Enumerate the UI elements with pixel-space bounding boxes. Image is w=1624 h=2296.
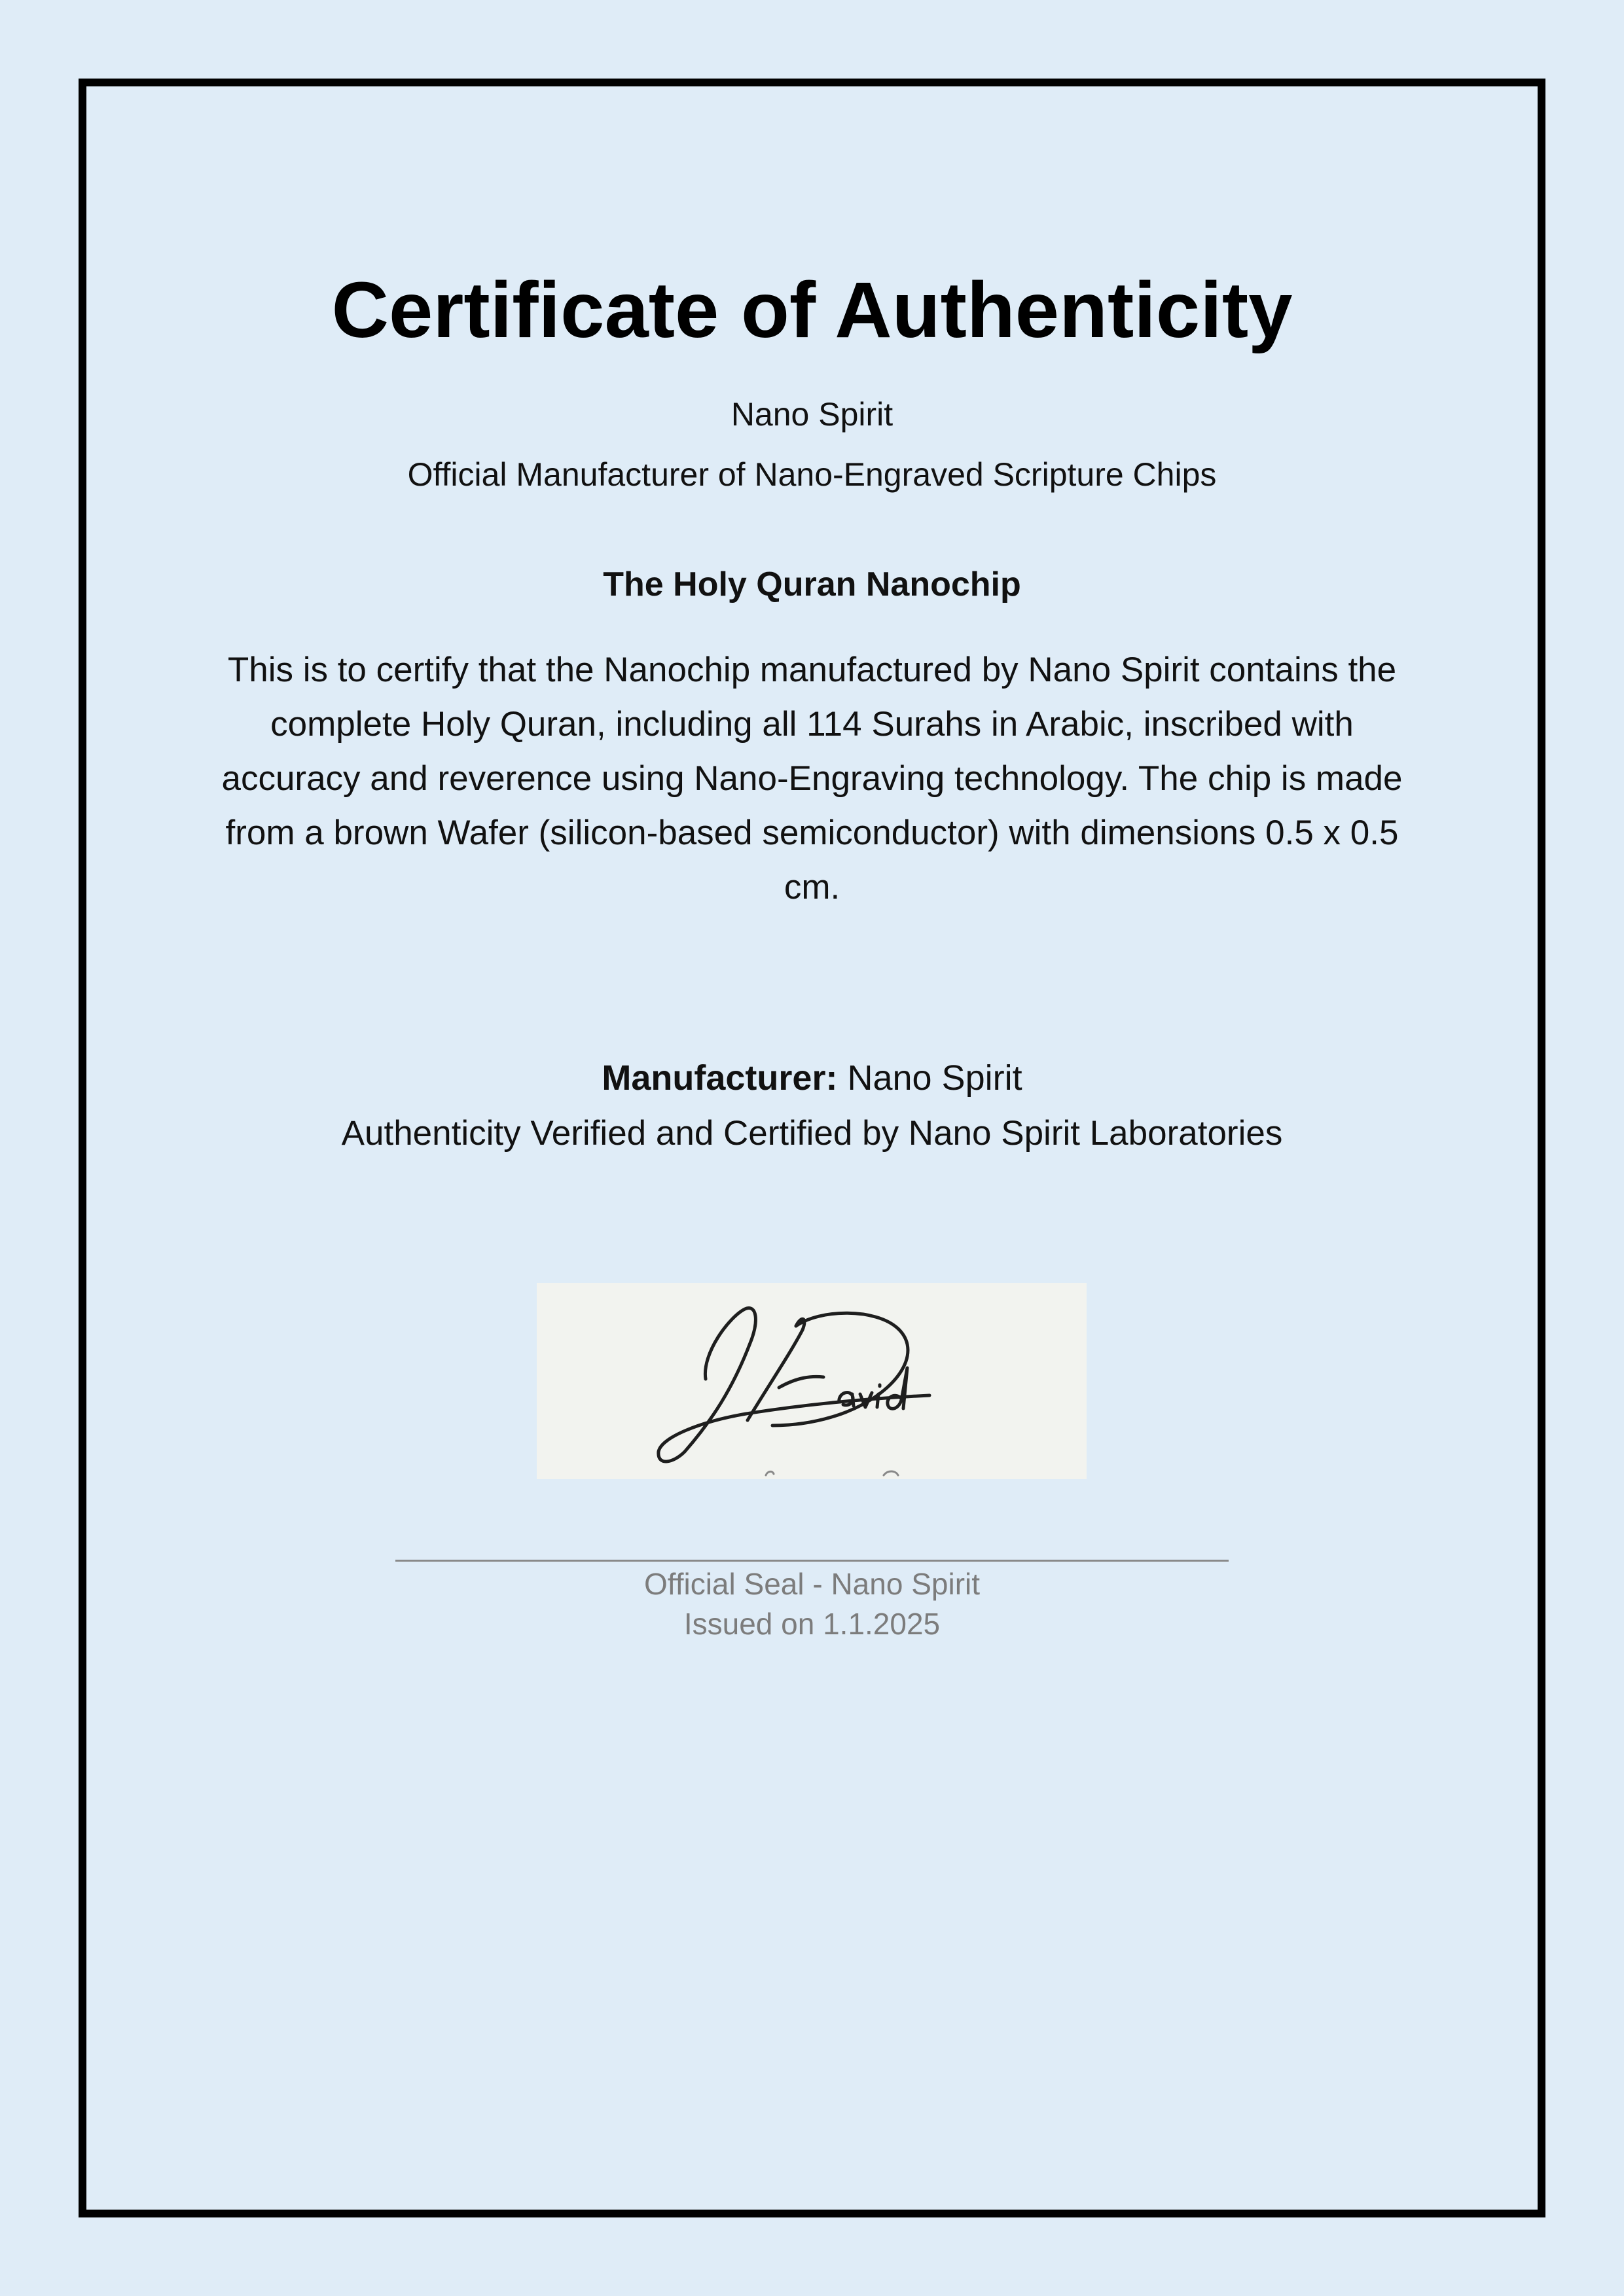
company-name: Nano Spirit — [731, 396, 893, 433]
certificate-title: Certificate of Authenticity — [331, 265, 1293, 354]
certification-statement: This is to certify that the Nanochip manufactured by Nano Spirit contains the complete Holy Quran, including all 114 Surahs in Arabic, inscribed with accuracy and reverence using Nano-Engraving technology. The chip is made from a brown Wafer (silicon-based semiconductor) with dimensions 0.5 x 0.5 cm. — [221, 651, 1403, 906]
signature-image — [537, 1283, 1087, 1479]
handwritten-signature — [537, 1283, 1087, 1479]
manufacturer-value: Nano Spirit — [847, 1058, 1022, 1098]
manufacturer-label: Manufacturer: — [602, 1058, 838, 1098]
manufacturer-line — [0, 1055, 1624, 1101]
issue-date: Issued on 1.1.2025 — [683, 1607, 941, 1641]
signature-line — [395, 1560, 1229, 1562]
company-tagline: Official Manufacturer of Nano-Engraved Scripture Chips — [407, 456, 1217, 493]
seal-caption: Official Seal - Nano Spirit — [643, 1567, 981, 1601]
verification-statement: Authenticity Verified and Certified by Nano Spirit Laboratories — [341, 1114, 1283, 1153]
product-name: The Holy Quran Nanochip — [603, 565, 1021, 603]
